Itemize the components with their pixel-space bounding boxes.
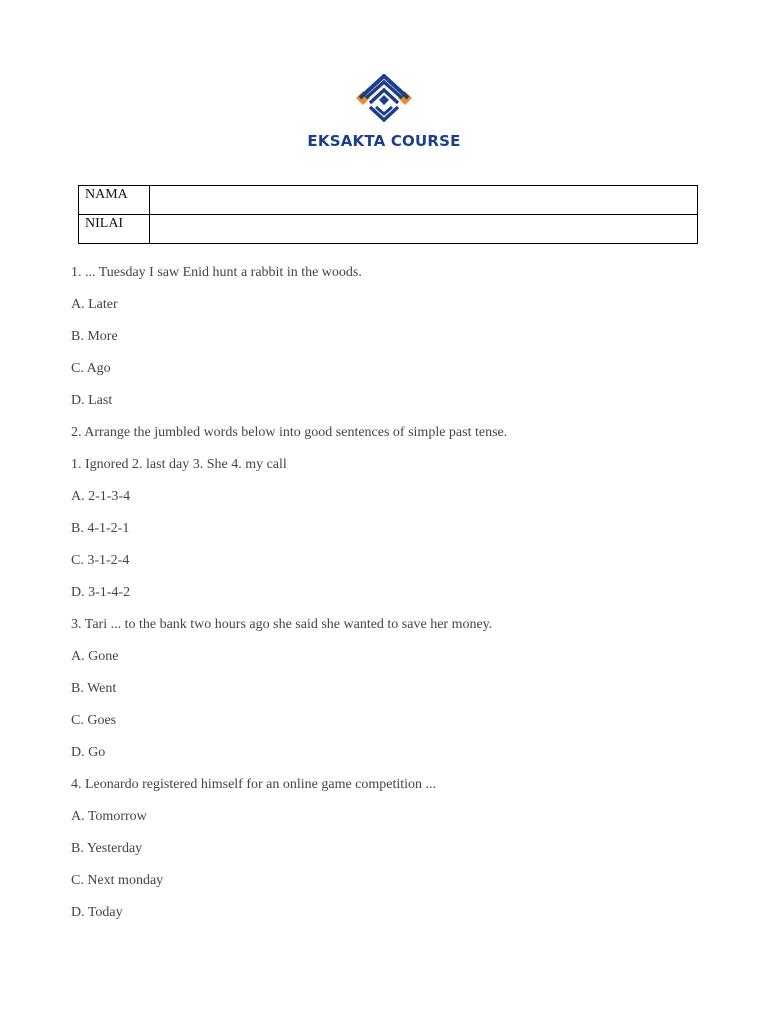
brand-name: EKSAKTA COURSE	[307, 132, 461, 150]
q2-jumbled-words: 1. Ignored 2. last day 3. She 4. my call	[71, 457, 287, 472]
q1-option-d: D. Last	[71, 393, 113, 408]
q3-option-a: A. Gone	[71, 649, 119, 664]
q2-option-d: D. 3-1-4-2	[71, 585, 131, 600]
q2-option-a: A. 2-1-3-4	[71, 489, 131, 504]
question-2: 2. Arrange the jumbled words below into good sentences of simple past tense.	[71, 425, 508, 440]
name-field[interactable]	[150, 186, 698, 215]
score-field[interactable]	[150, 215, 698, 244]
q1-option-b: B. More	[71, 329, 118, 344]
table-row	[79, 186, 698, 215]
q3-option-b: B. Went	[71, 681, 117, 696]
q2-option-b: B. 4-1-2-1	[71, 521, 130, 536]
q1-option-c: C. Ago	[71, 361, 111, 376]
brand-logo	[0, 74, 768, 150]
q1-option-a: A. Later	[71, 297, 118, 312]
question-4: 4. Leonardo registered himself for an online game competition ...	[71, 777, 437, 792]
table-row	[79, 215, 698, 244]
question-1: 1. ... Tuesday I saw Enid hunt a rabbit in the woods.	[71, 265, 362, 280]
student-info-table	[78, 185, 698, 244]
q4-option-d: D. Today	[71, 905, 123, 920]
score-label: NILAI	[79, 215, 150, 244]
q4-option-b: B. Yesterday	[71, 841, 143, 856]
question-list	[71, 264, 711, 936]
q2-option-c: C. 3-1-2-4	[71, 553, 130, 568]
q4-option-c: C. Next monday	[71, 873, 164, 888]
eksakta-logo-icon	[348, 74, 420, 126]
q4-option-a: A. Tomorrow	[71, 809, 147, 824]
q3-option-d: D. Go	[71, 745, 106, 760]
q3-option-c: C. Goes	[71, 713, 117, 728]
name-label: NAMA	[79, 186, 150, 215]
question-3: 3. Tari ... to the bank two hours ago she said she wanted to save her money.	[71, 617, 493, 632]
